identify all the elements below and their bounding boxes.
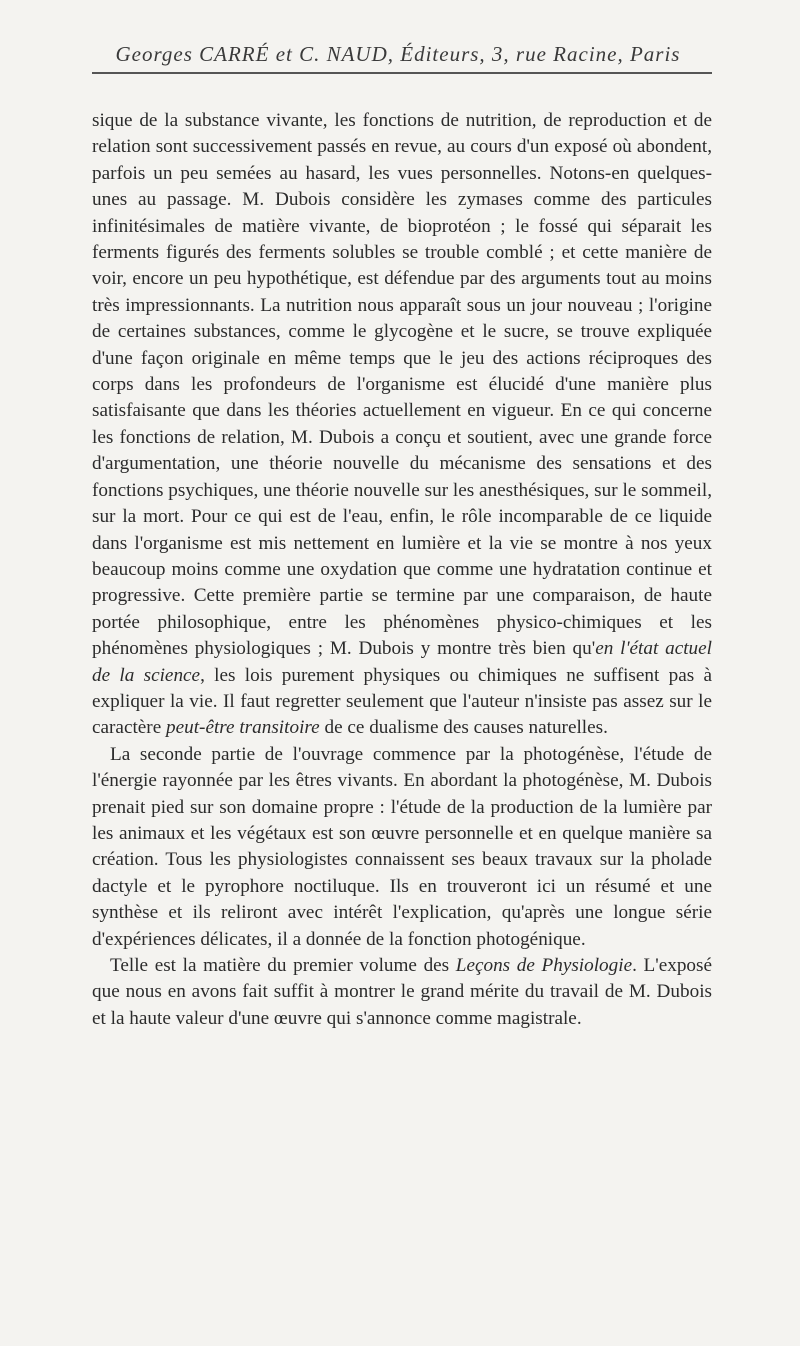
paragraph-2: La seconde partie de l'ouvrage commence par la photogénèse, l'étude de l'énergie rayonnée par les êtres vivants. En abordant la photogénèse, M. Dubois prenait pied sur son domaine propre : l'étude de la production de la lumière par les animaux et les végétaux est son œuvre personnelle et en quelque manière sa création. Tous les physiologistes connaissent ses beaux travaux sur la pholade dactyle et le pyrophore noctiluque. Ils en trouveront ici un résumé et une synthèse et ils reliront avec intérêt l'explication, qu'après une longue série d'expériences délicates, il a donnée de la fonction photogénique. xyxy=(92,743,712,950)
paragraph-1-italic-b: peut-être transitoire xyxy=(166,717,320,739)
paragraph-1-text-a: sique de la substance vivante, les fonctions de nutrition, de reproduction et de relation sont successivement passés en revue, au cours d'un exposé où abondent, parfois un peu semées au hasard, les vues personnelles. Notons-en quelques-unes au passage. M. Dubois considère les zymases comme des particules infinitésimales de matière vivante, de bioprotéon ; le fossé qui séparait les ferments figurés des ferments solubles se trouble comblé ; et cette manière de voir, encore un peu hypothétique, est défendue par des arguments tout au moins très impressionnants. La nutrition nous apparaît sous un jour nouveau ; l'origine de certaines substances, comme le glycogène et le sucre, se trouve expliquée d'une façon originale en même temps que le jeu des actions réciproques des corps dans les profondeurs de l'organisme est élucidé d'une manière plus satisfaisante que dans les théories actuellement en vigueur. En ce qui concerne les fonctions de relation, M. Dubois a conçu et soutient, avec une grande force d'argumentation, une théorie nouvelle du mécanisme des sensations et des fonctions psychiques, une théorie nouvelle sur les anesthésiques, sur le sommeil, sur la mort. Pour ce qui est de l'eau, enfin, le rôle incomparable de ce liquide dans l'organisme est mis nettement en lumière et la vie se montre à nos yeux beaucoup moins comme une oxydation que comme une hydratation continue et progressive. Cette première partie se termine par une comparaison, de haute portée philosophique, entre les phénomènes physico-chimiques et les phénomènes physiologiques ; M. Dubois y montre très bien qu' xyxy=(92,110,712,660)
paragraph-1-italic-a: en l'état actuel de la science xyxy=(92,638,712,686)
header-rule xyxy=(92,72,712,74)
paragraph-1-text-b: , les lois purement physiques ou chimiques ne suffisent pas à expliquer la vie. Il faut regretter seulement que l'auteur n'insiste pas assez sur le caractère xyxy=(92,664,712,739)
paragraph-1 xyxy=(92,108,712,742)
paragraph-3 xyxy=(92,953,712,1032)
paragraph-3-text-a: Telle est la matière du premier volume des xyxy=(110,955,456,976)
paragraph-3-italic-title: Leçons de Physiologie xyxy=(455,955,633,976)
running-head: Georges CARRÉ et C. NAUD, Éditeurs, 3, rue Racine, Paris xyxy=(115,42,681,66)
paragraph-1-text-c: de ce dualisme des causes naturelles. xyxy=(319,717,608,739)
body-text xyxy=(92,108,712,1032)
paragraph-3-text-b: . L'exposé que nous en avons fait suffit à montrer le grand mérite du travail de M. Dubois et la haute valeur d'une œuvre qui s'annonce comme magistrale. xyxy=(92,955,712,1029)
